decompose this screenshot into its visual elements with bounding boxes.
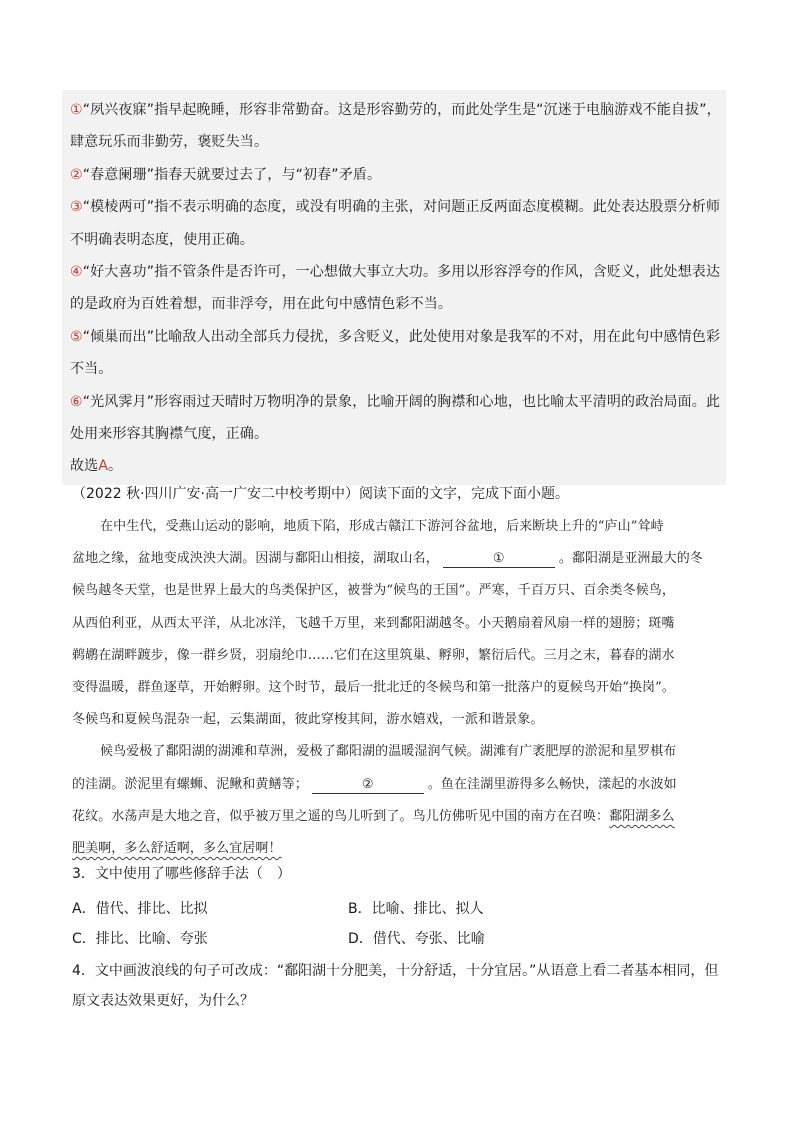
explanation-text: 肆意玩乐而非勤劳，褒贬失当。 [70,134,269,151]
explanation-line [70,159,720,191]
explanation-text: “倾巢而出”比喻敌人出动全部兵力侵扰，多含贬义，此处使用对象是我军的不对，用在此句中感情色彩 [82,328,721,345]
explanation-line [70,321,720,353]
explanation-line [70,353,720,385]
passage-line [72,833,726,865]
passage-line [72,543,726,575]
passage-text: 。鱼在洼湖里游得多么畅快，漾起的水波如 [427,776,677,792]
item-number: ⑥ [70,393,83,410]
explanation-text: “光风霁月”形容雨过天晴时万物明净的景象，比喻开阔的胸襟和心地，也比喻太平清明的政治局面。此 [82,393,721,410]
explanation-line [70,224,720,256]
option-d[interactable]: D．借代、夸张、比喻 [348,931,485,947]
item-number: ⑤ [70,328,83,345]
passage-line: 鹈鹕在湖畔踱步，像一群乡贤，羽扇纶巾……它们在这里筑巢、孵卵，繁衍后代。三月之末，暮春的湖水 [72,647,675,663]
option-a[interactable]: A．借代、排比、比拟 [72,901,208,917]
answer-suffix: 。 [108,458,123,475]
blank-2: ② [312,777,424,794]
blank-1: ① [443,551,555,568]
question-3-options [72,893,632,953]
question-source: （2022 秋·四川广安·高一广安二中校考期中）阅读下面的文字，完成下面小题。 [72,486,569,502]
option-c[interactable]: C．排比、比喻、夸张 [72,931,208,947]
explanation-text: “模棱两可”指不表示明确的态度，或没有明确的主张，对问题正反两面态度模糊。此处表达股票分析师 [82,199,721,216]
passage-text: 。鄱阳湖是亚洲最大的冬 [558,551,703,567]
options-row [72,923,632,953]
explanation-text: “春意阑珊”指春天就要过去了，与“初春”矛盾。 [82,166,382,183]
item-number: ① [70,102,83,118]
answer-prefix: 故选 [70,458,99,475]
explanation-line [70,288,720,320]
passage-line: 候鸟爱极了鄱阳湖的湖滩和草洲，爱极了鄱阳湖的温暖湿润气候。湖滩有广袤肥厚的淤泥和星罗棋布 [100,744,677,760]
item-number: ④ [70,264,83,281]
option-b[interactable]: B．比喻、排比、拟人 [348,901,484,917]
explanation-panel [62,90,726,485]
explanation-line [70,386,720,418]
passage-line: 冬候鸟和夏候鸟混杂一起，云集湖面，彼此穿梭其间，游水嬉戏，一派和谐景象。 [72,712,544,728]
answer-line [70,450,720,482]
passage-text: 花纹。水荡声是大地之音，似乎被万里之遥的鸟儿听到了。鸟儿仿佛听见中国的南方在召唤： [72,808,610,824]
reading-passage [72,511,726,865]
question-4-line: 4．文中画波浪线的句子可改成：“鄱阳湖十分肥美，十分舒适，十分宜居。”从语意上看二者基本相同，但 [72,963,719,979]
passage-text: 盆地之缘，盆地变成泱泱大湖。因湖与鄱阳山相接，湖取山名， [72,551,439,567]
explanation-text: 不当。 [70,361,113,378]
question-4 [72,956,732,1016]
answer-letter: A [98,458,109,475]
options-row [72,893,632,923]
explanation-line [70,126,720,158]
explanation-text: “夙兴夜寐”指早起晚睡，形容非常勤奋。这是形容勤劳的，而此处学生是“沉迷于电脑游戏不能自拔”， [82,102,721,118]
explanation-text: 不明确表明态度，使用正确。 [70,231,254,248]
passage-line: 候鸟越冬天堂，也是世界上最大的鸟类保护区，被誉为“候鸟的王国”。严寒，千百万只、百余类冬候鸟， [72,583,675,599]
passage-line: 变得温暖，群鱼逐草，开始孵卵。这个时节，最后一批北迁的冬候鸟和第一批落户的夏候鸟开始“换岗”。 [72,680,675,696]
wavy-underlined-text: 鄱阳湖多么 [609,808,675,824]
question-3-stem: 3．文中使用了哪些修辞手法（ ） [72,866,291,882]
explanation-text: “好大喜功”指不管条件是否许可，一心想做大事立大功。多用以形容浮夸的作风，含贬义，此处想表达 [82,264,721,281]
question-4-line: 原文表达效果更好，为什么？ [72,993,254,1009]
explanation-text: 处用来形容其胸襟气度，正确。 [70,426,269,443]
item-number: ③ [70,199,83,216]
passage-line: 在中生代，受燕山运动的影响，地质下陷，形成古赣江下游河谷盆地，后来断块上升的“庐山”耸峙 [100,519,664,534]
explanation-line [70,191,720,223]
passage-text: 的洼湖。淤泥里有螺蛳、泥鳅和黄鳝等； [72,776,308,792]
explanation-line [70,94,720,126]
explanation-line [70,418,720,450]
explanation-line [70,256,720,288]
explanation-text: 的是政府为百姓着想，而非浮夸，用在此句中感情色彩不当。 [70,296,453,313]
wavy-underlined-text: 肥美啊，多么舒适啊，多么宜居啊！ [72,841,282,857]
passage-line [72,801,726,833]
passage-line [72,769,726,801]
item-number: ② [70,166,83,183]
passage-line: 从西伯利亚，从西太平洋，从北冰洋，飞越千万里，来到鄱阳湖越冬。小天鹅扇着风扇一样的翅膀；斑嘴 [72,615,675,631]
